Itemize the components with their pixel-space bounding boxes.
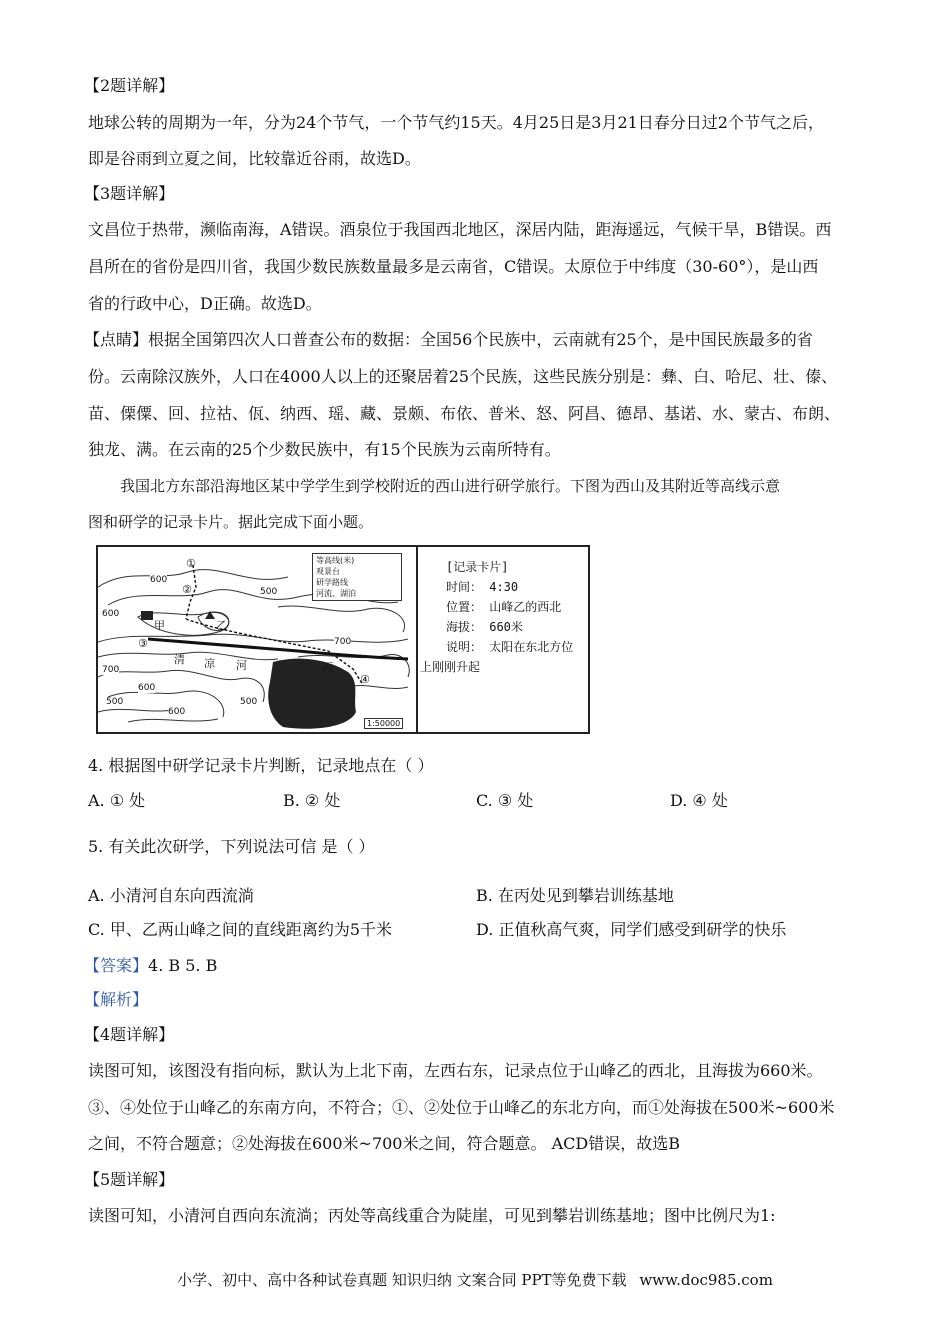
q5-option-b: B. 在丙处见到攀岩训练基地 [476,886,674,905]
contour-label: 600 [138,683,156,693]
intro-line-2: 图和研学的记录卡片。据此完成下面小题。 [88,513,374,531]
peak-a-label: 甲 [154,619,165,632]
point-2: ② [182,583,192,596]
footer-url[interactable]: www.doc985.com [639,1271,773,1289]
lake-shape [268,659,356,729]
q2-detail-line-1: 地球公转的周期为一年，分为24个节气，一个节气约15天。4月25日是3月21日春分日过2个节气之后， [88,113,824,132]
map-scale: 1:50000 [364,718,403,729]
answer-tag: 【答案】 [84,956,149,975]
contour-label: 600 [168,707,186,717]
jiexi-tag: 【解析】 [84,990,149,1009]
card-altitude: 海拔： 660米 [446,620,523,634]
river-label: 河 [236,659,247,672]
contour-label: 500 [240,697,258,707]
footer-text: 小学、初中、高中各种试卷真题 知识归纳 文案合同 PPT等免费下载 [177,1271,627,1289]
point-1: ① [186,557,196,570]
q4-detail-header: 【4题详解】 [84,1025,175,1044]
card-note: 说明： 太阳在东北方位 [446,640,574,654]
card-title: [记录卡片] [446,560,509,574]
q4-option-b: B. ② 处 [283,791,341,810]
q5-option-a: A. 小清河自东向西流淌 [88,886,254,905]
record-card [420,557,588,727]
q4-option-a: A. ① 处 [88,791,146,810]
map-legend [312,553,402,601]
river-label: 清 [174,653,185,666]
river-label: 凉 [204,657,215,670]
q4-detail-line-2: ③、④处位于山峰乙的东南方向，不符合；①、②处位于山峰乙的东北方向，而①处海拔在500米~600米 [88,1098,835,1117]
contour-map-figure [96,545,590,734]
card-position: 位置： 山峰乙的西北 [446,600,562,614]
answer-text: 4. B 5. B [148,956,218,975]
legend-contour: 等高线(米) [316,556,355,565]
card-time: 时间： 4:30 [446,580,519,594]
peak-b-label: 乙 [216,619,227,632]
river-label: 丙 [322,661,333,674]
point-4: ④ [360,673,370,686]
q3-detail-line-2: 昌所在的省份是四川省，我国少数民族数量最多是云南省，C错误。太原位于中纬度（30-60°），是山西 [88,257,819,276]
contour-label: 700 [334,637,352,647]
q2-detail-header: 【2题详解】 [84,76,175,95]
q4-detail-line-1: 读图可知，该图没有指向标，默认为上北下南，左西右东，记录点位于山峰乙的西北，且海拔为660米。 [88,1061,823,1080]
q3-detail-line-3: 省的行政中心，D正确。故选D。 [88,294,322,313]
dianjing-line-1: 【点睛】根据全国第四次人口普查公布的数据：全国56个民族中，云南就有25个，是中国民族最多的省 [84,330,813,349]
figure-divider [416,547,418,732]
card-note-cont: 上刚刚升起 [420,660,481,674]
legend-water: 河流、湖泊 [316,589,356,598]
page-footer [0,1270,950,1290]
q5-option-c: C. 甲、乙两山峰之间的直线距离约为5千米 [88,920,393,939]
q5-detail-header: 【5题详解】 [84,1170,175,1189]
dianjing-line-3: 苗、傈僳、回、拉祜、佤、纳西、瑶、藏、景颇、布依、普米、怒、阿昌、德昂、基诺、水、蒙古、布朗、 [88,404,841,423]
platform-icon [141,611,153,620]
contour-label: 700 [102,665,120,675]
intro-line-1: 我国北方东部沿海地区某中学学生到学校附近的西山进行研学旅行。下图为西山及其附近等高线示意 [120,477,781,495]
dianjing-line-4: 独龙、满。在云南的25个少数民族中，有15个民族为云南所特有。 [88,440,561,459]
legend-route: 研学路线 [316,578,348,587]
point-3: ③ [138,637,148,650]
q5-stem: 5. 有关此次研学，下列说法可信 是（ ） [88,837,375,856]
q4-option-c: C. ③ 处 [476,791,534,810]
q4-stem: 4. 根据图中研学记录卡片判断，记录地点在（ ） [88,756,434,775]
q2-detail-line-2: 即是谷雨到立夏之间，比较靠近谷雨，故选D。 [88,149,421,168]
q4-option-d: D. ④ 处 [670,791,728,810]
dianjing-line-2: 份。云南除汉族外，人口在4000人以上的还聚居着25个民族，这些民族分别是：彝、白、哈尼、壮、傣、 [88,367,838,386]
contour-label: 600 [150,575,168,585]
q3-detail-line-1: 文昌位于热带，濒临南海，A错误。酒泉位于我国西北地区，深居内陆，距海遥远，气候干旱，B错误。西 [88,220,832,239]
contour-label: 600 [102,609,120,619]
q4-detail-line-3: 之间，不符合题意；②处海拔在600米~700米之间，符合题意。 ACD错误，故选B [88,1134,680,1153]
q5-option-d: D. 正值秋高气爽，同学们感受到研学的快乐 [476,920,787,939]
legend-platform: 观景台 [316,567,340,576]
contour-label: 500 [106,697,124,707]
contour-label: 500 [260,587,278,597]
answer-line [84,956,217,976]
q5-detail-line-1: 读图可知，小清河自西向东流淌；丙处等高线重合为陡崖，可见到攀岩训练基地；图中比例尺为1: [88,1206,776,1225]
q3-detail-header: 【3题详解】 [84,184,175,203]
